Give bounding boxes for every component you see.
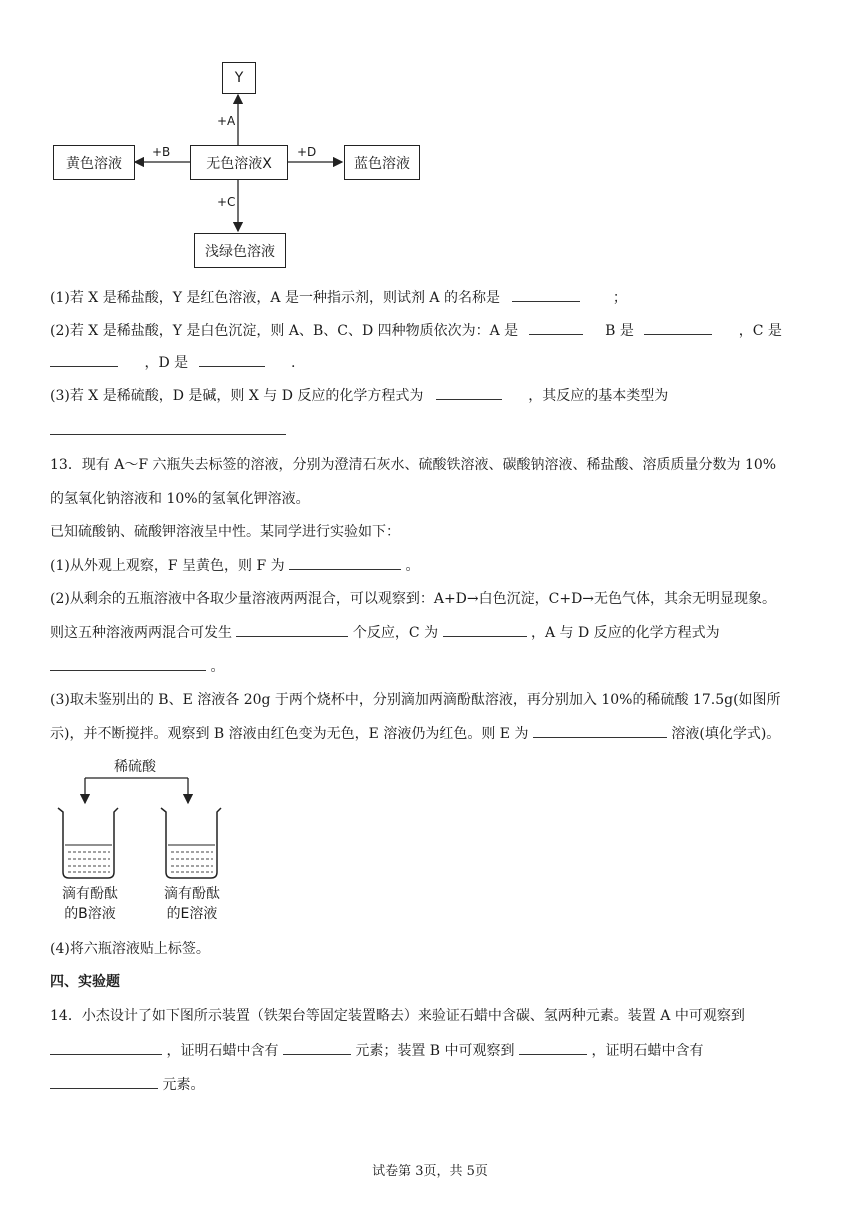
q12-part2-d: ，D 是 [144,355,189,371]
box-yellow: 黄色溶液 [53,145,135,180]
q14-line2 [50,1040,703,1061]
box-y: Y [222,62,256,94]
beaker-b [58,808,118,878]
answer-blank[interactable] [529,320,583,335]
q12-part3-line2 [50,420,286,441]
q12-part2-c: ，C 是 [738,323,782,339]
beaker-e-label [160,884,224,924]
q13-intro-2: 的氢氧化钠溶液和 10%的氢氧化钾溶液。 [50,491,310,507]
answer-blank[interactable] [436,385,502,400]
q13-step2-line2 [50,622,720,643]
beaker-e-label-2: 的E溶液 [166,906,218,922]
beaker-b-label-1: 滴有酚酞 [62,886,118,902]
q12-part2-line2 [50,352,296,373]
q12-part3 [50,385,668,406]
q13-step3-b: 溶液(填化学式)。 [671,726,781,742]
beaker-e-label-1: 滴有酚酞 [164,886,220,902]
section-heading: 四、实验题 [50,974,120,990]
q12-part1 [50,287,627,308]
answer-blank[interactable] [519,1040,587,1055]
q12-part1-end: ； [612,290,627,306]
q14-text-c: 元素；装置 B 中可观察到 [355,1043,515,1059]
q13-step3-line2 [50,723,780,744]
q13-step1-end: 。 [405,558,420,574]
q13-step1 [50,555,420,576]
q13-step4: (4)将六瓶溶液贴上标签。 [50,941,210,957]
box-blue: 蓝色溶液 [344,145,420,180]
q14-text-e: 元素。 [162,1077,205,1093]
q12-part2-b: B 是 [605,323,634,339]
label-plus-a: +A [217,114,236,128]
q13-step2-b: 个反应，C 为 [352,625,439,641]
answer-blank[interactable] [644,320,712,335]
q12-part2-line1 [50,320,782,341]
q13-step2-line1: (2)从剩余的五瓶溶液中各取少量溶液两两混合，可以观察到：A+D→白色沉淀，C+D→无色气体，其余无明显现象。 [50,591,777,607]
beaker-b-label [58,884,122,924]
q14-line3 [50,1074,204,1095]
box-colorless-x: 无色溶液X [190,145,288,180]
answer-blank[interactable] [289,555,401,570]
q13-step2-end: 。 [210,659,225,675]
q13-step1-text: (1)从外观上观察，F 呈黄色，则 F 为 [50,558,285,574]
q13-intro-1: 13．现有 A～F 六瓶失去标签的溶液，分别为澄清石灰水、硫酸铁溶液、碳酸钠溶液、稀盐酸、溶质质量分数为 10% [50,457,777,473]
answer-blank[interactable] [50,420,286,435]
answer-blank[interactable] [236,622,348,637]
beaker-b-label-2: 的B溶液 [64,906,116,922]
q13-step3-a: 示)，并不断搅拌。观察到 B 溶液由红色变为无色，E 溶液仍为红色。则 E 为 [50,726,529,742]
q14-text-d: ，证明石蜡中含有 [591,1043,704,1059]
q12-part3-b: ，其反应的基本类型为 [528,388,669,404]
box-light-green: 浅绿色溶液 [194,233,286,268]
q12-part1-text: (1)若 X 是稀盐酸，Y 是红色溶液，A 是一种指示剂，则试剂 A 的名称是 [50,290,500,306]
q13-step2-c: ，A 与 D 反应的化学方程式为 [530,625,720,641]
q13-step3-line1: (3)取未鉴别出的 B、E 溶液各 20g 于两个烧杯中，分别滴加两滴酚酞溶液，再分别加入 10%的稀硫酸 17.5g(如图所 [50,692,781,708]
q14-line1: 14．小杰设计了如下图所示装置（铁架台等固定装置略去）来验证石蜡中含碳、氢两种元素。装置 A 中可观察到 [50,1008,745,1024]
q12-part2-a: (2)若 X 是稀盐酸，Y 是白色沉淀，则 A、B、C、D 四种物质依次为：A 是 [50,323,519,339]
answer-blank[interactable] [533,723,667,738]
q12-part3-a: (3)若 X 是稀硫酸，D 是碱，则 X 与 D 反应的化学方程式为 [50,388,424,404]
answer-blank[interactable] [50,1074,158,1089]
q12-part2-end: . [291,355,296,371]
q14-text-b: ，证明石蜡中含有 [166,1043,279,1059]
answer-blank[interactable] [199,352,265,367]
beaker-e [161,808,221,878]
answer-blank[interactable] [443,622,527,637]
answer-blank[interactable] [512,287,580,302]
answer-blank[interactable] [50,352,118,367]
q13-known: 已知硫酸钠、硫酸钾溶液呈中性。某同学进行实验如下： [50,524,400,540]
label-plus-d: +D [297,145,317,159]
label-plus-c: +C [217,195,236,209]
acid-label: 稀硫酸 [114,759,156,775]
page-footer: 试卷第 3页，共 5页 [372,1164,488,1179]
q13-step2-a: 则这五种溶液两两混合可发生 [50,625,232,641]
answer-blank[interactable] [50,656,206,671]
q13-step2-line3 [50,656,224,677]
label-plus-b: +B [152,145,171,159]
answer-blank[interactable] [283,1040,351,1055]
answer-blank[interactable] [50,1040,162,1055]
